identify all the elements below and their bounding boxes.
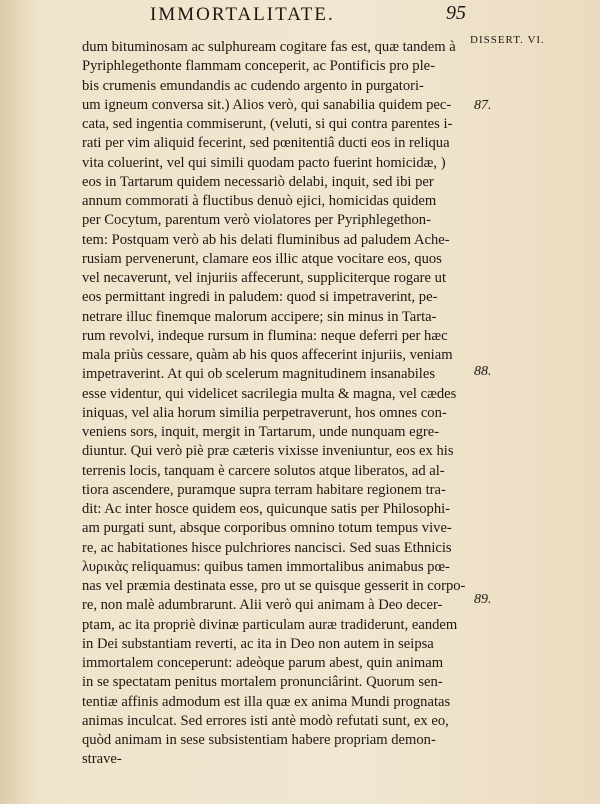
margin-number: 89. (474, 592, 492, 607)
text-line: animas inculcat. Sed errores isti antè modò refutati sunt, ex eo, (82, 712, 449, 729)
text-line: immortalem conceperunt: adeòque parum abest, quin animam (82, 655, 444, 671)
text-line: eos permittant ingredi in paludem: quod si impetraverint, pe- (82, 289, 438, 306)
text-line: nas vel præmia destinata esse, pro ut se quisque gesserit in corpo- (82, 578, 466, 594)
text-line: impetraverint. At qui ob scelerum magnitudinem insanabiles (82, 366, 436, 383)
text-line: in Dei substantiam reverti, ac ita in Deo non autem in seipsa (82, 635, 434, 652)
text-line: rusiam pervenerunt, clamare eos illic atque vocitare eos, quos (82, 250, 442, 267)
text-line: quòd animam in sese subsistentiam habere propriam demon- (82, 732, 436, 748)
text-line: eos in Tartarum quidem necessariò delabi, inquit, sed ibi per (82, 173, 434, 190)
text-line: diuntur. Qui verò piè præ cæteris vixisse inveniuntur, eos ex his (82, 443, 454, 460)
text-line: in se spectatam penitus mortalem pronunciârint. Quorum sen- (82, 674, 443, 691)
text-line: dum bituminosam ac sulphuream cogitare fas est, quæ tandem à (82, 39, 456, 55)
text-line: mala priùs cessare, quàm ab his quos affecerint injuriis, veniam (82, 347, 453, 363)
text-line: veniens sors, inquit, mergit in Tartarum, unde nunquam egre- (82, 424, 440, 440)
text-line: tentiæ affinis admodum est illa quæ ex anima Mundi prognatas (82, 693, 451, 710)
page-number: 95 (446, 2, 466, 24)
text-line: vita coluerint, vel qui simili quodam pacto fuerint homicidæ, ) (82, 154, 446, 171)
text-line: dit: Ac inter hosce quidem eos, quicunque satis per Philosophi- (82, 501, 451, 517)
text-line: cata, sed ingentia commiserunt, (veluti, si qui contra parentes i- (82, 116, 453, 132)
text-line: tiora ascendere, puramque supra terram habitare regionem tra- (82, 481, 446, 498)
text-line: terrenis locis, tanquam è carcere solutos atque liberatos, ad al- (82, 462, 445, 479)
text-line: strave- (82, 751, 122, 768)
text-line: rum revolvi, indeque rursum in flumina: neque deferri per hæc (82, 327, 448, 344)
section-label: DISSERT. VI. (470, 34, 545, 46)
text-line: bis crumenis emundandis ac cudendo argento in purgatori- (82, 77, 424, 94)
margin-number: 87. (474, 98, 492, 113)
body-text (82, 38, 472, 770)
text-line: annum commorati à fluctibus denuò ejici, homicidas quidem (82, 193, 437, 209)
text-line: re, non malè adumbrarunt. Alii verò qui animam à Deo decer- (82, 597, 443, 614)
text-line: esse videntur, qui videlicet sacrilegia multa & magna, vel cædes (82, 385, 457, 402)
text-line: um igneum conversa sit.) Alios verò, qui sanabilia quidem pec- (82, 96, 452, 113)
text-line: Pyriphlegethonte flammam conceperit, ac Pontificis pro ple- (82, 58, 435, 75)
text-line: netrare illuc finemque malorum accipere; sin minus in Tarta- (82, 308, 437, 325)
text-line: ptam, ac ita propriè divinæ particulam auræ tradiderunt, eandem (82, 616, 458, 633)
text-line: re, ac habitationes hisce pulchriores nancisci. Sed suas Ethnicis (82, 539, 452, 556)
text-line: tem: Postquam verò ab his delati fluminibus ad paludem Ache- (82, 231, 450, 248)
running-head: IMMORTALITATE. (150, 4, 335, 25)
text-line: iniquas, vel alia horum similia perpetraverunt, hos omnes con- (82, 404, 447, 421)
text-line: rati per vim aliquid fecerint, sed pœnitentiâ ducti eos in reliqua (82, 135, 450, 152)
text-line: λυρικὰς reliquamus: quibus tamen immortalibus animabus pœ- (82, 558, 450, 575)
text-line: per Cocytum, parentum verò violatores per Pyriphlegethon- (82, 212, 431, 229)
text-line: vel necaverunt, vel injuriis affecerunt, suppliciterque rogare ut (82, 270, 447, 286)
margin-number: 88. (474, 364, 492, 379)
text-line: am purgati sunt, absque corporibus omnino totum tempus vive- (82, 520, 452, 537)
